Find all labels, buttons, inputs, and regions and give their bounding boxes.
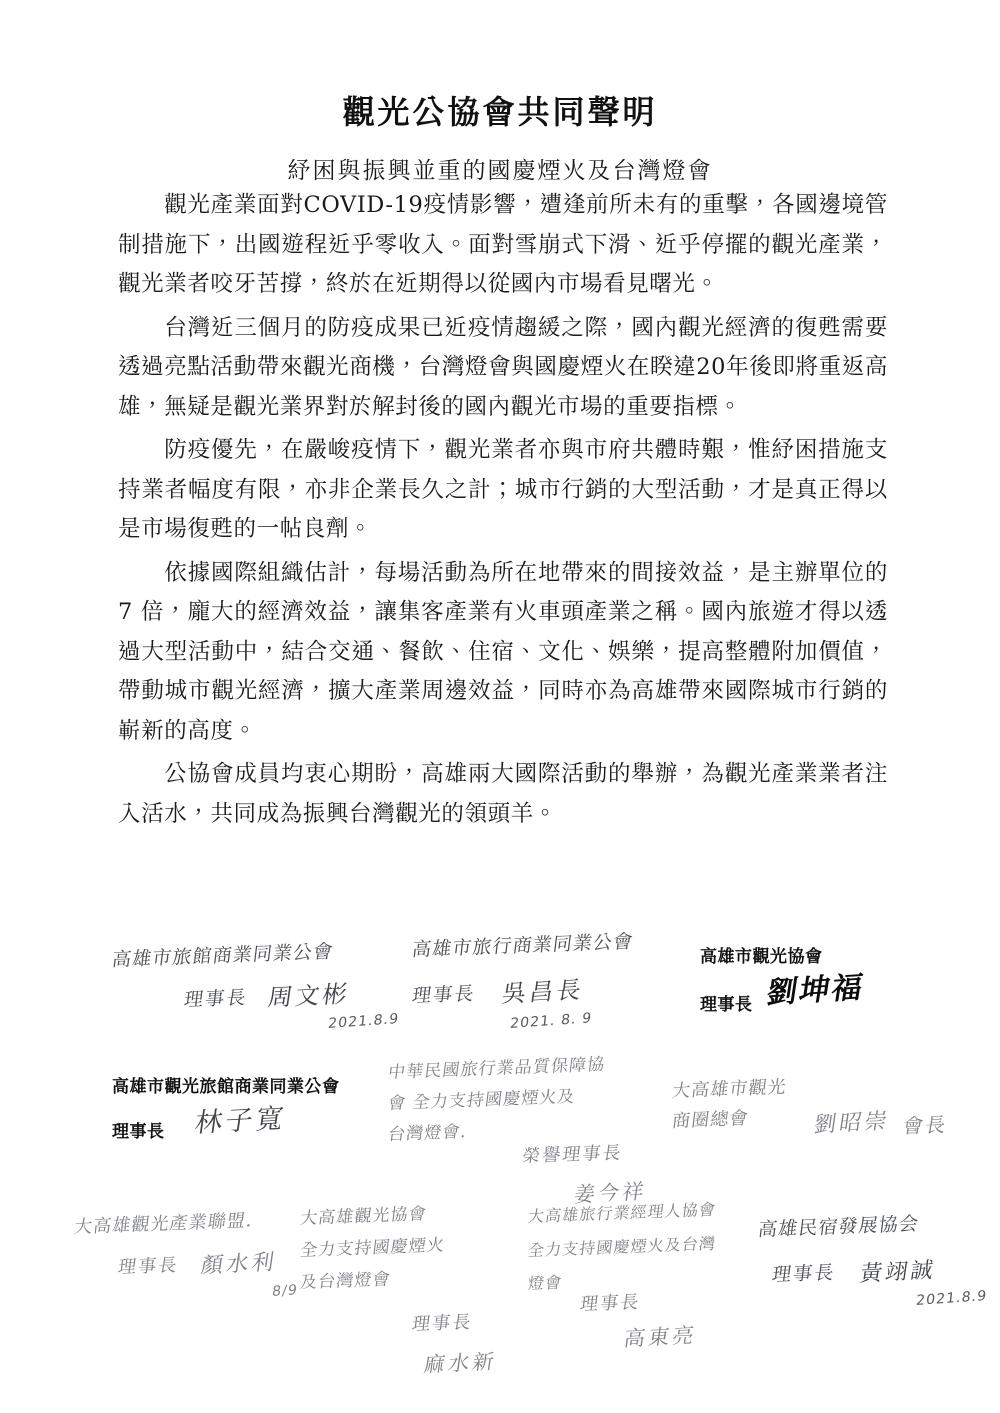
signature-org: 大高雄觀光產業聯盟.: [72, 1210, 255, 1238]
signature-block-kaohsiung-tourism-association: [700, 942, 867, 1015]
paragraph-4-text: 依據國際組織估計，每場活動為所在地帶來的間接效益，是主辦單位的7 倍，龐大的經濟效益，讓集客產業有火車頭產業之稱。國內旅遊才得以透過大型活動中，結合交通、餐飲、住宿、文化、娛樂，提高整體附加價值，帶動城市觀光經濟，擴大產業周邊效益，同時亦為高雄帶來國際城市行銷的嶄新的高度。: [118, 559, 888, 744]
signature-org-line-3: 燈會: [526, 1272, 564, 1294]
signature-block-kaohsiung-homestay-development-association: [756, 1212, 988, 1310]
signature-name: 顏水利: [199, 1250, 279, 1280]
signature-org-line-3: 台灣燈會.: [386, 1121, 469, 1145]
signature-org: 高雄市觀光協會: [700, 947, 823, 967]
paragraph-1-text: 觀光產業面對COVID-19疫情影響，遭逢前所未有的重擊，各國邊境管制措施下，出國遊程近乎零收入。面對雪崩式下滑、近乎停擺的觀光產業，觀光業者咬牙苦撐，終於在近期得以從國內市場看見曙光。: [118, 192, 888, 297]
signature-org: 高雄民宿發展協会: [756, 1212, 921, 1241]
signature-role: 理事長: [578, 1291, 642, 1315]
paragraph-2-text: 台灣近三個月的防疫成果已近疫情趨緩之際，國內觀光經濟的復甦需要透過亮點活動帶來觀光商機，台灣燈會與國慶煙火在睽違20年後即將重返高雄，無疑是觀光業界對於解封後的國內觀光市場的重要指標。: [118, 314, 888, 420]
signature-org-line-2: 全力支持國慶煙火及台灣: [526, 1233, 718, 1260]
signature-org: 高雄市旅行商業同業公會: [410, 930, 635, 961]
signature-org-line-1: 大高雄市觀光: [670, 1076, 788, 1102]
signature-block-kaohsiung-tourism-association-2: [298, 1204, 499, 1379]
signature-org-line-2: 全力支持國慶煙火: [298, 1235, 447, 1261]
signature-name: 麻水新: [422, 1349, 499, 1378]
paragraph-2: [118, 309, 888, 428]
signature-area: [0, 920, 1000, 1413]
signature-role: 理事長: [410, 1311, 474, 1335]
signature-name: 高東亮: [622, 1323, 699, 1352]
signature-name: 姜今祥: [572, 1179, 649, 1208]
signature-org-line-3: 及台灣燈會: [298, 1269, 392, 1293]
paragraph-3-text: 防疫優先，在嚴峻疫情下，觀光業者亦與市府共體時艱，惟紓困措施支持業者幅度有限，亦非企業長久之計；城市行銷的大型活動，才是真正得以是市場復甦的一帖良劑。: [118, 437, 888, 542]
signature-date: 2021.8.9: [327, 1011, 400, 1033]
signature-block-greater-kaohsiung-tourism-shopping-district-federation: [670, 1076, 949, 1140]
page-title: 觀光公協會共同聲明: [342, 93, 658, 132]
paragraph-5: [118, 755, 888, 834]
signature-name: 黃翊誠: [858, 1257, 938, 1287]
signature-org-line-2: 會 全力支持國慶煙火及: [386, 1086, 577, 1114]
signature-org-line-1: 大高雄觀光協會: [298, 1204, 428, 1229]
statement-body: [118, 186, 888, 838]
signature-name: 劉坤福: [763, 970, 867, 1011]
signature-block-greater-kaohsiung-tourism-industry-alliance: [72, 1210, 299, 1300]
signature-date: 8/9: [271, 1282, 299, 1300]
signature-org: 高雄市觀光旅館商業同業公會: [112, 1077, 340, 1097]
signature-org: 高雄市旅館商業同業公會: [110, 940, 335, 971]
paragraph-4: [118, 554, 888, 752]
signature-name: 林子寬: [192, 1103, 288, 1139]
page-subtitle: 紓困與振興並重的國慶煙火及台灣燈會: [287, 158, 713, 185]
paragraph-1: [118, 186, 888, 305]
signature-org-line-2: 商圈總會: [670, 1108, 750, 1133]
signature-org-line-1: 中華民國旅行業品質保障協: [386, 1054, 607, 1083]
paragraph-5-text: 公協會成員均衷心期盼，高雄兩大國際活動的舉辦，為觀光產業業者注入活水，共同成為振興台灣觀光的領頭羊。: [118, 761, 888, 827]
paragraph-3: [118, 431, 888, 550]
signature-role: 理事長: [410, 982, 477, 1007]
signature-name: 吳昌長: [500, 975, 586, 1008]
signature-role: 理事長: [770, 1261, 837, 1286]
signature-block-kaohsiung-tourist-hotel-association: [112, 1072, 340, 1142]
signature-name: 劉昭崇: [812, 1108, 892, 1138]
signature-block-roc-travel-quality-assurance: [386, 1054, 649, 1209]
signature-name: 周文彬: [266, 979, 352, 1012]
signature-role: 會長: [901, 1112, 949, 1139]
signature-role: 理事長: [700, 994, 753, 1015]
signature-block-greater-kaohsiung-travel-guide-association: [526, 1199, 718, 1353]
signature-block-kaohsiung-hotel-trade-association: [110, 940, 400, 1033]
signature-org-line-1: 大高雄旅行業經理人協會: [526, 1199, 718, 1226]
signature-date: 2021. 8. 9: [509, 1010, 593, 1033]
signature-block-kaohsiung-travel-agent-association: [410, 930, 635, 1033]
signature-role: 理事長: [116, 1255, 180, 1279]
signature-role: 榮譽理事長: [520, 1142, 624, 1167]
signature-date: 2021.8.9: [915, 1288, 988, 1310]
signature-role: 理事長: [112, 1122, 165, 1143]
signature-role: 理事長: [182, 986, 249, 1011]
